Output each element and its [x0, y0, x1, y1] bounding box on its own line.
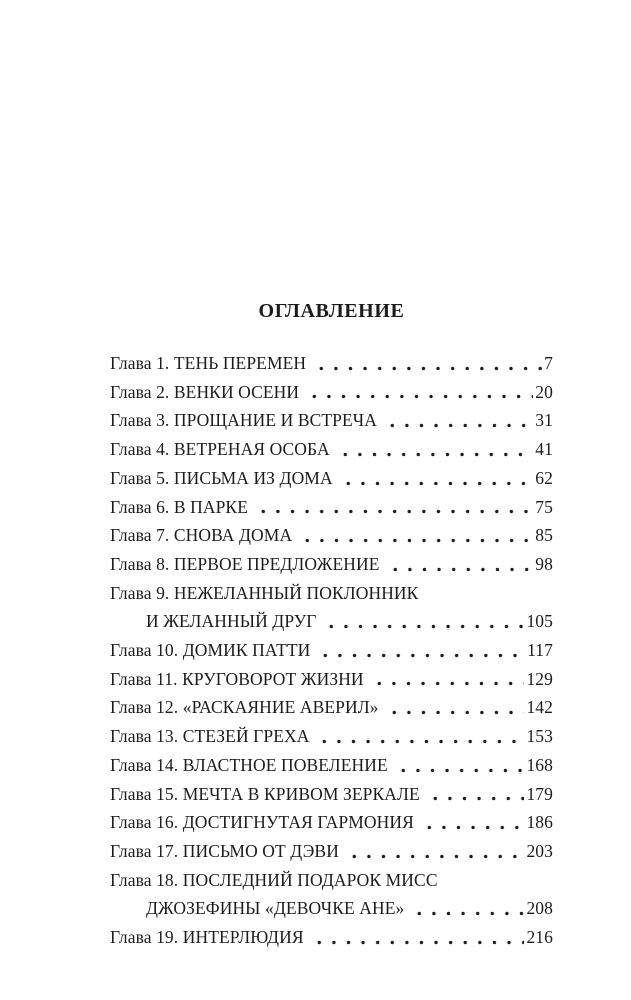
page-number: 75 [535, 496, 553, 517]
toc-entry-last-line [110, 464, 553, 493]
page-number: 186 [526, 812, 553, 833]
dot-leader [310, 349, 542, 378]
toc-entry [110, 378, 553, 407]
page-title: ОГЛАВЛЕНИЕ [258, 300, 405, 322]
dot-leader [408, 894, 524, 923]
dot-leader [337, 464, 534, 493]
toc-entry [110, 665, 553, 694]
toc-entry [110, 406, 553, 435]
page-number: 62 [535, 467, 553, 488]
toc-entry [110, 636, 553, 665]
page-number: 105 [526, 611, 553, 632]
page-number: 20 [535, 381, 553, 402]
toc-entry-title: Глава 7. СНОВА ДОМА [110, 525, 293, 546]
toc-entry-title: Глава 6. В ПАРКЕ [110, 496, 248, 517]
toc-entry-last-line [110, 923, 553, 952]
toc-entry [110, 780, 553, 809]
dot-leader [314, 636, 525, 665]
toc-entry-last-line [110, 378, 553, 407]
toc-entry-title: Глава 17. ПИСЬМО ОТ ДЭВИ [110, 840, 339, 861]
toc-entry-wrapped-lines [110, 579, 553, 608]
dot-leader [418, 808, 525, 837]
page-number: 179 [526, 783, 553, 804]
toc-entry-title: Глава 13. СТЕЗЕЙ ГРЕХА [110, 726, 310, 747]
dot-leader [308, 923, 525, 952]
toc-entry-title: Глава 8. ПЕРВОЕ ПРЕДЛОЖЕНИЕ [110, 553, 380, 574]
toc-entry-last-line [110, 780, 553, 809]
toc-entry-last-line [110, 693, 553, 722]
dot-leader [381, 406, 533, 435]
toc-entry [110, 923, 553, 952]
toc-entry-title-line: Глава 9. НЕЖЕЛАННЫЙ ПОКЛОННИК [110, 582, 419, 603]
toc-entry-last-line [110, 665, 553, 694]
toc-entry-last-line [110, 751, 553, 780]
toc-entry-last-line [110, 607, 553, 636]
toc-entry-last-line [110, 406, 553, 435]
toc-entry-wrapped-lines [110, 866, 553, 895]
page-number: 31 [535, 410, 553, 431]
toc-entry [110, 693, 553, 722]
toc-entry-title: Глава 4. ВЕТРЕНАЯ ОСОБА [110, 439, 330, 460]
toc-entry-last-line [110, 349, 553, 378]
toc-entry-title: Глава 2. ВЕНКИ ОСЕНИ [110, 381, 300, 402]
page-number: 216 [526, 927, 553, 948]
toc-entry [110, 521, 553, 550]
toc-entry-last-line [110, 837, 553, 866]
toc-entry [110, 435, 553, 464]
dot-leader [383, 693, 525, 722]
toc-entry-last-line [110, 722, 553, 751]
toc-entry [110, 550, 553, 579]
dot-leader [334, 435, 534, 464]
dot-leader [296, 521, 533, 550]
toc-entry-last-line [110, 435, 553, 464]
toc-entry-title: Глава 15. МЕЧТА В КРИВОМ ЗЕРКАЛЕ [110, 783, 420, 804]
toc-entry-title: Глава 19. ИНТЕРЛЮДИЯ [110, 927, 304, 948]
toc-entry-title: Глава 10. ДОМИК ПАТТИ [110, 640, 311, 661]
table-of-contents [110, 349, 553, 952]
toc-entry-title: Глава 11. КРУГОВОРОТ ЖИЗНИ [110, 668, 364, 689]
page-number: 203 [526, 840, 553, 861]
dot-leader [313, 722, 524, 751]
toc-entry-title-line: Глава 18. ПОСЛЕДНИЙ ПОДАРОК МИСС [110, 869, 438, 890]
page-number: 41 [535, 439, 553, 460]
toc-entry [110, 579, 553, 636]
toc-entry-title: Глава 14. ВЛАСТНОЕ ПОВЕЛЕНИЕ [110, 754, 388, 775]
dot-leader [303, 378, 533, 407]
toc-entry [110, 751, 553, 780]
dot-leader [392, 751, 525, 780]
page-number: 7 [544, 353, 553, 373]
toc-entry-last-line [110, 894, 553, 923]
toc-entry-title: Глава 3. ПРОЩАНИЕ И ВСТРЕЧА [110, 410, 378, 431]
toc-entry-title: ДЖОЗЕФИНЫ «ДЕВОЧКЕ АНЕ» [146, 898, 405, 919]
toc-entry [110, 464, 553, 493]
toc-entry-last-line [110, 493, 553, 522]
page-number: 208 [526, 898, 553, 919]
toc-entry-title: Глава 1. ТЕНЬ ПЕРЕМЕН [110, 353, 307, 373]
page-number: 98 [535, 553, 553, 574]
toc-entry-last-line [110, 550, 553, 579]
dot-leader [343, 837, 525, 866]
dot-leader [320, 607, 524, 636]
toc-entry [110, 808, 553, 837]
toc-entry-last-line [110, 521, 553, 550]
page-number: 168 [526, 754, 553, 775]
toc-entry [110, 493, 553, 522]
dot-leader [252, 493, 533, 522]
toc-entry-title: Глава 16. ДОСТИГНУТАЯ ГАРМОНИЯ [110, 812, 414, 833]
toc-entry-last-line [110, 808, 553, 837]
page-number: 142 [526, 697, 553, 718]
page-number: 117 [527, 640, 553, 661]
page-number: 129 [526, 668, 553, 689]
page-number: 85 [535, 525, 553, 546]
toc-entry-title: И ЖЕЛАННЫЙ ДРУГ [146, 611, 317, 632]
dot-leader [384, 550, 534, 579]
toc-entry-title: Глава 5. ПИСЬМА ИЗ ДОМА [110, 467, 333, 488]
page-number: 153 [526, 726, 553, 747]
dot-leader [424, 780, 525, 809]
toc-entry-last-line [110, 636, 553, 665]
toc-entry [110, 866, 553, 923]
toc-entry-title: Глава 12. «РАСКАЯНИЕ АВЕРИЛ» [110, 697, 379, 718]
toc-entry [110, 837, 553, 866]
toc-entry [110, 722, 553, 751]
toc-entry [110, 349, 553, 378]
dot-leader [368, 665, 525, 694]
